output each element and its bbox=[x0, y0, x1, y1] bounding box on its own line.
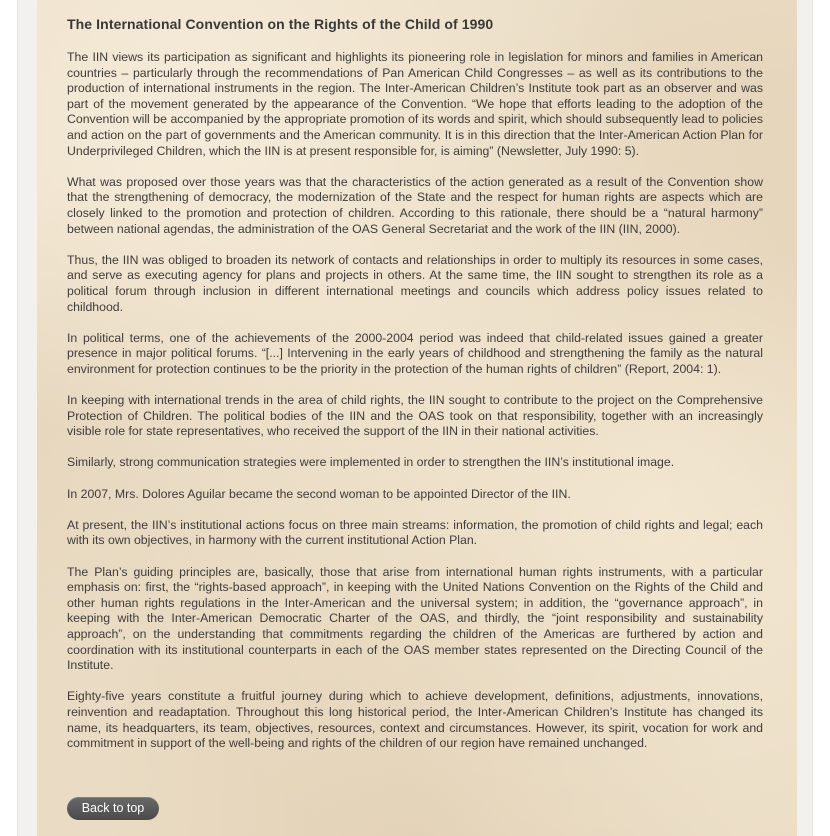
article-paragraph: In 2007, Mrs. Dolores Aguilar became the second woman to be appointed Director of the IIN. bbox=[67, 486, 571, 501]
article-paragraph: In political terms, one of the achievements of the 2000-2004 period was indeed that child-related issues gained a greater presence in major political forums. “[...] Intervening in the early years of childhood and strengthening the family as the natural environment for protection continues to be the priority in the protection of the human rights of children” (Report, 2004: 1). bbox=[67, 330, 763, 376]
article-paragraph: Similarly, strong communication strategies were implemented in order to strengthen the IIN’s institutional image. bbox=[67, 455, 675, 470]
article-paragraph: At present, the IIN’s institutional actions focus on three main streams: information, the promotion of child rights and legal; each with its own objectives, in harmony with the current institutional Action Plan. bbox=[67, 517, 763, 548]
article-paragraph: What was proposed over those years was that the characteristics of the action generated as a result of the Convention show that the strengthening of democracy, the modernization of the State and the respect for human rights are aspects which are closely linked to the promotion and protection of children. According to this rationale, there should be a “natural harmony” between national agendas, the administration of the OAS General Secretariat and the work of the IIN (IIN, 2000). bbox=[67, 174, 763, 236]
article-content bbox=[67, 14, 763, 767]
article-title: The International Convention on the Rights of the Child of 1990 bbox=[67, 16, 494, 32]
article-paragraph: In keeping with international trends in the area of child rights, the IIN sought to contribute to the project on the Comprehensive Protection of Children. The political bodies of the IIN and the OAS took on that responsibility, together with an increasingly visible role for state representatives, who received the support of the IIN in their national activities. bbox=[67, 393, 763, 439]
article-paragraph: Thus, the IIN was obliged to broaden its network of contacts and relationships in order to multiply its resources in some cases, and serve as executing agency for plans and projects in others. At the same time, the IIN sought to strengthen its role as a political forum through inclusion in different international meetings and councils which address policy issues related to childhood. bbox=[67, 252, 763, 314]
article-paragraph: Eighty-five years constitute a fruitful journey during which to achieve development, definitions, adjustments, innovations, reinvention and readaptation. Throughout this long historical period, the Inter-American Children’s Institute has changed its name, its headquarters, its team, objectives, resources, context and circumstances. However, its spirit, vocation for work and commitment in support of the well-being and rights of the children of our region have remained unchanged. bbox=[67, 689, 763, 751]
article-paragraph: The Plan’s guiding principles are, basically, those that arise from international human rights instruments, with a particular emphasis on: first, the “rights-based approach”, in keeping with the United Nations Convention on the Rights of the Child and other human rights regulations in the Inter-American and the universal system; in addition, the “governance approach”, in keeping with the Inter-American Democratic Charter of the OAS, and thirdly, the “joint responsibility and sustainability approach”, on the understanding that commitments regarding the children of the Americas are furthered by action and coordination with its institutional counterparts in each of the OAS member states represented on the Directing Council of the Institute. bbox=[67, 564, 763, 673]
article-paragraph: The IIN views its participation as significant and highlights its pioneering role in legislation for minors and families in American countries – particularly through the recommendations of Pan American Child Congresses – as well as its contributions to the production of international instruments in the region. The Inter-American Children’s Institute took part as an observer and was part of the movement generated by the appearance of the Convention. “We hope that efforts leading to the adoption of the Convention will be accompanied by the appropriate promotion of its words and spirit, which should subsequently lead to policies and action on the part of governments and the American community. It is in this direction that the Inter-American Action Plan for Underprivileged Children, which the IIN is at present responsible for, is aiming” (Newsletter, July 1990: 5). bbox=[67, 50, 763, 158]
back-to-top-button[interactable]: Back to top bbox=[67, 797, 159, 820]
